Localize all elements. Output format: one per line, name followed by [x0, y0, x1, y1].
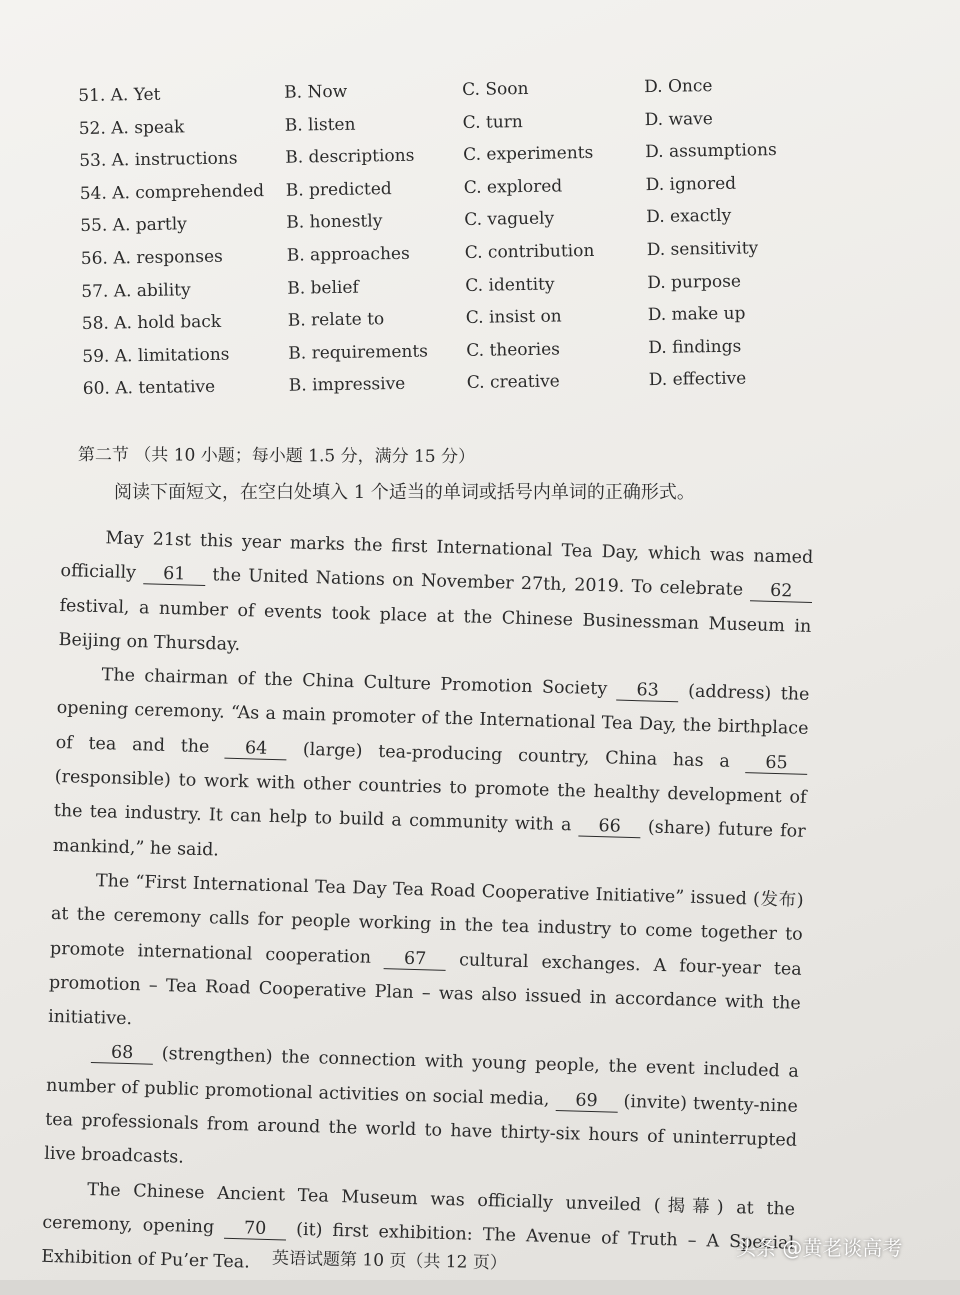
blank-70: 70 — [224, 1218, 287, 1241]
option-d: D. Once — [644, 76, 713, 98]
option-c: C. Soon — [462, 78, 529, 100]
option-b: B. predicted — [285, 178, 392, 201]
option-d: D. effective — [648, 368, 747, 391]
passage-text: (invite) twenty-nine tea professionals from around the world to have thirty-six hours of uninterrupted live broadcasts. — [44, 1091, 799, 1168]
option-c: C. theories — [466, 339, 561, 361]
option-c: C. insist on — [465, 306, 562, 329]
blank-61: 61 — [143, 564, 206, 587]
paragraph-3 — [48, 863, 804, 1055]
option-a: 60. A. tentative — [82, 377, 216, 400]
watermark: 头条 @黄老谈高考 — [736, 1236, 903, 1260]
option-c: C. identity — [465, 274, 555, 296]
option-a: 55. A. partly — [80, 214, 187, 237]
option-b: B. relate to — [287, 309, 385, 331]
passage-text: (strengthen) the connection with young people, the event included a number of public promotional activities on social media, — [45, 1044, 800, 1110]
section-heading: 第二节 （共 10 小题；每小题 1.5 分，满分 15 分） — [77, 444, 476, 468]
option-d: D. purpose — [647, 271, 742, 293]
passage-text: festival, a number of events took place at the Chinese Businessman Museum in Beijing on Thursday. — [58, 595, 812, 655]
option-a: 51. A. Yet — [78, 84, 161, 106]
option-d: D. assumptions — [645, 140, 777, 163]
option-a: 53. A. instructions — [79, 148, 238, 172]
blank-62: 62 — [750, 581, 813, 604]
paragraph-4 — [44, 1034, 800, 1192]
passage-text: (large) tea-producing country, China has a — [286, 739, 746, 772]
option-a: 59. A. limitations — [82, 344, 230, 367]
page-footer: 英语试题第 10 页（共 12 页） — [271, 1248, 508, 1274]
blank-63: 63 — [616, 680, 679, 703]
passage-text: (address) the opening ceremony. “As a main promoter of the International Tea Day, the birthplace of tea and the — [55, 681, 810, 758]
blank-65: 65 — [745, 752, 808, 775]
option-b: B. Now — [284, 81, 348, 103]
blank-68: 68 — [91, 1042, 154, 1065]
option-b: B. requirements — [288, 341, 429, 364]
option-a: 57. A. ability — [81, 279, 191, 302]
option-b: B. impressive — [288, 374, 406, 397]
option-a: 52. A. speak — [78, 116, 185, 139]
passage-text: the United Nations on November 27th, 2019. To celebrate — [204, 565, 751, 601]
option-d: D. ignored — [645, 173, 737, 195]
cloze-passage — [41, 520, 814, 1295]
option-c: C. explored — [463, 176, 563, 198]
option-d: D. findings — [648, 336, 742, 358]
passage-text: The chairman of the China Culture Promotion Society — [101, 665, 617, 700]
option-c: C. contribution — [464, 240, 595, 263]
option-b: B. listen — [284, 114, 356, 136]
paragraph-2 — [52, 657, 809, 884]
option-c: C. vaguely — [464, 208, 555, 231]
blank-69: 69 — [555, 1090, 618, 1113]
option-b: B. descriptions — [285, 145, 415, 168]
option-b: B. belief — [287, 277, 359, 299]
blank-64: 64 — [225, 737, 288, 760]
option-a: 54. A. comprehended — [79, 180, 265, 204]
passage-text: (it) first exhibition: The Avenue of Truth – A Special Exhibition of Pu’er Tea. — [41, 1219, 795, 1273]
passage-text: cultural exchanges. A four-year tea promotion – Tea Road Cooperative Plan – was also issued in accordance with the initiative. — [47, 949, 803, 1030]
passage-text: (share) future for mankind,” he said. — [52, 817, 806, 861]
passage-text: (responsible) to work with other countries to promote the healthy development of the tea industry. It can help to build a community with a — [53, 766, 807, 836]
passage-text: May 21st this year marks the first International Tea Day, which was named officially — [60, 528, 814, 584]
section-instruction: 阅读下面短文，在空白处填入 1 个适当的单词或括号内单词的正确形式。 — [114, 482, 695, 503]
option-d: D. wave — [644, 108, 714, 130]
option-c: C. creative — [466, 371, 560, 394]
option-b: B. honestly — [286, 211, 383, 234]
multiple-choice-options — [78, 68, 823, 406]
paragraph-1 — [58, 520, 814, 678]
blank-67: 67 — [384, 948, 447, 971]
option-a: 56. A. responses — [80, 246, 223, 269]
passage-text: The Chinese Ancient Tea Museum was officially unveiled (揭幕) at the ceremony, opening — [42, 1179, 796, 1238]
blank-66: 66 — [578, 816, 641, 839]
option-d: D. exactly — [646, 206, 732, 228]
option-d: D. sensitivity — [646, 238, 759, 261]
option-c: C. turn — [462, 111, 523, 133]
option-c: C. experiments — [463, 143, 594, 166]
option-b: B. approaches — [286, 243, 410, 266]
option-a: 58. A. hold back — [81, 311, 222, 335]
passage-text: The “First International Tea Day Tea Road Cooperative Initiative” issued (发布) at the ceremony calls for people working in the tea industry to come together to promote international cooperation — [49, 871, 804, 968]
paragraph-5 — [41, 1171, 796, 1295]
option-d: D. make up — [647, 303, 746, 326]
